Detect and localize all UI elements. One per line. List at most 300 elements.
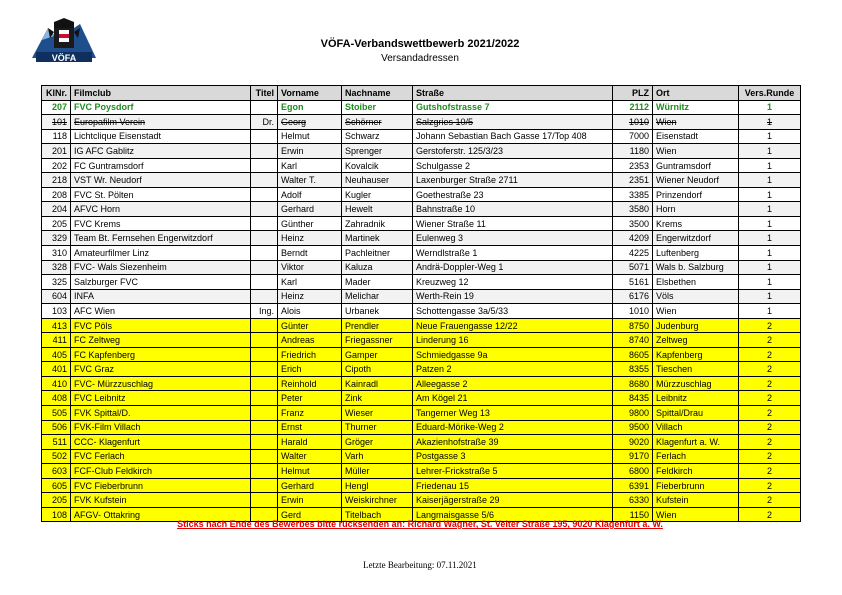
cell-filmclub: FVC Ferlach xyxy=(71,449,251,464)
cell-vorname: Egon xyxy=(278,100,342,115)
cell-ort: Leibnitz xyxy=(653,391,739,406)
col-header-strasse: Straße xyxy=(413,86,613,101)
cell-runde: 1 xyxy=(739,231,801,246)
cell-titel xyxy=(251,478,278,493)
cell-nachname: Müller xyxy=(342,464,413,479)
cell-plz: 1180 xyxy=(613,144,653,159)
cell-plz: 5071 xyxy=(613,260,653,275)
table-row xyxy=(42,100,801,115)
cell-filmclub: FCF-Club Feldkirch xyxy=(71,464,251,479)
cell-vorname: Gerd xyxy=(278,507,342,522)
cell-ort: Krems xyxy=(653,216,739,231)
col-header-titel: Titel xyxy=(251,86,278,101)
cell-ort: Judenburg xyxy=(653,318,739,333)
cell-nachname: Hewelt xyxy=(342,202,413,217)
cell-filmclub: FVK Kufstein xyxy=(71,493,251,508)
col-header-ort: Ort xyxy=(653,86,739,101)
cell-klnr: 201 xyxy=(42,144,71,159)
cell-titel xyxy=(251,435,278,450)
cell-strasse: Lehrer-Frickstraße 5 xyxy=(413,464,613,479)
cell-nachname: Prendler xyxy=(342,318,413,333)
cell-klnr: 207 xyxy=(42,100,71,115)
cell-vorname: Karl xyxy=(278,275,342,290)
table-row xyxy=(42,333,801,348)
cell-nachname: Thurner xyxy=(342,420,413,435)
cell-plz: 3500 xyxy=(613,216,653,231)
cell-strasse: Kreuzweg 12 xyxy=(413,275,613,290)
cell-ort: Wiener Neudorf xyxy=(653,173,739,188)
cell-filmclub: FVK Spittal/D. xyxy=(71,406,251,421)
cell-strasse: Eulenweg 3 xyxy=(413,231,613,246)
cell-plz: 6391 xyxy=(613,478,653,493)
cell-plz: 8680 xyxy=(613,376,653,391)
cell-ort: Tieschen xyxy=(653,362,739,377)
cell-ort: Villach xyxy=(653,420,739,435)
cell-runde: 2 xyxy=(739,435,801,450)
cell-strasse: Patzen 2 xyxy=(413,362,613,377)
logo-text: VÖFA xyxy=(51,53,77,63)
cell-runde: 2 xyxy=(739,376,801,391)
table-row xyxy=(42,435,801,450)
cell-ort: Luftenberg xyxy=(653,246,739,261)
cell-klnr: 108 xyxy=(42,507,71,522)
cell-klnr: 202 xyxy=(42,158,71,173)
cell-runde: 2 xyxy=(739,391,801,406)
col-header-filmclub: Filmclub xyxy=(71,86,251,101)
cell-strasse: Goethestraße 23 xyxy=(413,187,613,202)
cell-strasse: Linderung 16 xyxy=(413,333,613,348)
cell-nachname: Kovalcik xyxy=(342,158,413,173)
cell-strasse: Schmiedgasse 9a xyxy=(413,347,613,362)
cell-filmclub: FVC Fieberbrunn xyxy=(71,478,251,493)
cell-klnr: 101 xyxy=(42,115,71,130)
cell-vorname: Harald xyxy=(278,435,342,450)
address-table xyxy=(41,85,801,522)
col-header-runde: Vers.Runde xyxy=(739,86,801,101)
cell-vorname: Friedrich xyxy=(278,347,342,362)
cell-filmclub: AFGV- Ottakring xyxy=(71,507,251,522)
cell-runde: 1 xyxy=(739,289,801,304)
table-row xyxy=(42,216,801,231)
cell-filmclub: FVC St. Pölten xyxy=(71,187,251,202)
cell-ort: Wien xyxy=(653,115,739,130)
cell-vorname: Walter T. xyxy=(278,173,342,188)
cell-plz: 2351 xyxy=(613,173,653,188)
cell-vorname: Karl xyxy=(278,158,342,173)
cell-ort: Klagenfurt a. W. xyxy=(653,435,739,450)
cell-plz: 1010 xyxy=(613,304,653,319)
voefa-logo xyxy=(30,18,98,64)
cell-vorname: Viktor xyxy=(278,260,342,275)
cell-filmclub: FVK-Film Villach xyxy=(71,420,251,435)
cell-nachname: Martinek xyxy=(342,231,413,246)
cell-nachname: Schwarz xyxy=(342,129,413,144)
col-header-vorname: Vorname xyxy=(278,86,342,101)
cell-titel: Ing. xyxy=(251,304,278,319)
cell-runde: 1 xyxy=(739,275,801,290)
cell-runde: 2 xyxy=(739,464,801,479)
table-row xyxy=(42,449,801,464)
cell-vorname: Peter xyxy=(278,391,342,406)
cell-titel xyxy=(251,275,278,290)
cell-vorname: Günter xyxy=(278,318,342,333)
cell-filmclub: FVC Poysdorf xyxy=(71,100,251,115)
table-row xyxy=(42,464,801,479)
cell-runde: 2 xyxy=(739,333,801,348)
cell-runde: 2 xyxy=(739,406,801,421)
page-subtitle: Versandadressen xyxy=(381,53,459,64)
cell-nachname: Hengl xyxy=(342,478,413,493)
cell-plz: 4225 xyxy=(613,246,653,261)
cell-klnr: 310 xyxy=(42,246,71,261)
cell-strasse: Schulgasse 2 xyxy=(413,158,613,173)
cell-titel xyxy=(251,187,278,202)
cell-klnr: 502 xyxy=(42,449,71,464)
cell-runde: 1 xyxy=(739,129,801,144)
cell-ort: Völs xyxy=(653,289,739,304)
table-header-row xyxy=(42,86,801,101)
cell-klnr: 605 xyxy=(42,478,71,493)
cell-runde: 2 xyxy=(739,347,801,362)
cell-titel xyxy=(251,216,278,231)
table-row xyxy=(42,260,801,275)
cell-klnr: 604 xyxy=(42,289,71,304)
cell-ort: Feldkirch xyxy=(653,464,739,479)
cell-ort: Kufstein xyxy=(653,493,739,508)
cell-strasse: Eduard-Mörike-Weg 2 xyxy=(413,420,613,435)
cell-runde: 1 xyxy=(739,304,801,319)
cell-titel xyxy=(251,464,278,479)
cell-runde: 1 xyxy=(739,158,801,173)
cell-filmclub: FVC Krems xyxy=(71,216,251,231)
cell-nachname: Melichar xyxy=(342,289,413,304)
cell-filmclub: FVC Leibnitz xyxy=(71,391,251,406)
cell-vorname: Georg xyxy=(278,115,342,130)
cell-nachname: Varh xyxy=(342,449,413,464)
cell-titel xyxy=(251,318,278,333)
cell-ort: Zeltweg xyxy=(653,333,739,348)
last-edited: Letzte Bearbeitung: 07.11.2021 xyxy=(363,560,477,570)
table-row xyxy=(42,318,801,333)
cell-klnr: 205 xyxy=(42,216,71,231)
cell-plz: 8605 xyxy=(613,347,653,362)
cell-strasse: Friedenau 15 xyxy=(413,478,613,493)
cell-strasse: Kaiserjägerstraße 29 xyxy=(413,493,613,508)
cell-vorname: Reinhold xyxy=(278,376,342,391)
cell-strasse: Neue Frauengasse 12/22 xyxy=(413,318,613,333)
cell-vorname: Heinz xyxy=(278,231,342,246)
table-row xyxy=(42,202,801,217)
cell-ort: Guntramsdorf xyxy=(653,158,739,173)
table-row xyxy=(42,304,801,319)
table-body xyxy=(42,100,801,522)
cell-vorname: Helmut xyxy=(278,464,342,479)
cell-plz: 3385 xyxy=(613,187,653,202)
cell-titel xyxy=(251,362,278,377)
cell-nachname: Pachleitner xyxy=(342,246,413,261)
cell-nachname: Kugler xyxy=(342,187,413,202)
cell-plz: 6330 xyxy=(613,493,653,508)
cell-strasse: Langmaisgasse 5/6 xyxy=(413,507,613,522)
cell-titel xyxy=(251,376,278,391)
cell-titel xyxy=(251,144,278,159)
cell-runde: 2 xyxy=(739,362,801,377)
cell-plz: 9500 xyxy=(613,420,653,435)
cell-nachname: Kainradl xyxy=(342,376,413,391)
cell-runde: 1 xyxy=(739,115,801,130)
col-header-klnr: KlNr. xyxy=(42,86,71,101)
cell-klnr: 401 xyxy=(42,362,71,377)
cell-runde: 1 xyxy=(739,202,801,217)
cell-filmclub: Salzburger FVC xyxy=(71,275,251,290)
cell-plz: 9800 xyxy=(613,406,653,421)
cell-filmclub: VST Wr. Neudorf xyxy=(71,173,251,188)
cell-vorname: Günther xyxy=(278,216,342,231)
cell-nachname: Neuhauser xyxy=(342,173,413,188)
table-row xyxy=(42,246,801,261)
cell-nachname: Urbanek xyxy=(342,304,413,319)
table-row xyxy=(42,376,801,391)
cell-ort: Wals b. Salzburg xyxy=(653,260,739,275)
cell-vorname: Gerhard xyxy=(278,202,342,217)
cell-titel xyxy=(251,449,278,464)
cell-titel xyxy=(251,260,278,275)
cell-nachname: Weiskirchner xyxy=(342,493,413,508)
cell-nachname: Mader xyxy=(342,275,413,290)
cell-ort: Horn xyxy=(653,202,739,217)
cell-plz: 1150 xyxy=(613,507,653,522)
cell-strasse: Wiener Straße 11 xyxy=(413,216,613,231)
table-row xyxy=(42,347,801,362)
cell-runde: 1 xyxy=(739,144,801,159)
cell-vorname: Erich xyxy=(278,362,342,377)
cell-plz: 9170 xyxy=(613,449,653,464)
cell-klnr: 410 xyxy=(42,376,71,391)
cell-filmclub: AFC Wien xyxy=(71,304,251,319)
cell-filmclub: CCC- Klagenfurt xyxy=(71,435,251,450)
cell-runde: 1 xyxy=(739,100,801,115)
cell-klnr: 204 xyxy=(42,202,71,217)
cell-strasse: Werndlstraße 1 xyxy=(413,246,613,261)
cell-filmclub: INFA xyxy=(71,289,251,304)
cell-titel xyxy=(251,420,278,435)
cell-runde: 1 xyxy=(739,173,801,188)
cell-klnr: 218 xyxy=(42,173,71,188)
cell-titel xyxy=(251,333,278,348)
cell-ort: Ferlach xyxy=(653,449,739,464)
table-row xyxy=(42,158,801,173)
cell-plz: 6800 xyxy=(613,464,653,479)
cell-plz: 7000 xyxy=(613,129,653,144)
cell-filmclub: Team Bt. Fernsehen Engerwitzdorf xyxy=(71,231,251,246)
cell-runde: 2 xyxy=(739,420,801,435)
cell-strasse: Salzgries 10/5 xyxy=(413,115,613,130)
table-row xyxy=(42,420,801,435)
cell-vorname: Franz xyxy=(278,406,342,421)
cell-vorname: Andreas xyxy=(278,333,342,348)
cell-nachname: Cipoth xyxy=(342,362,413,377)
cell-ort: Wien xyxy=(653,304,739,319)
cell-titel xyxy=(251,173,278,188)
cell-klnr: 329 xyxy=(42,231,71,246)
cell-strasse: Alleegasse 2 xyxy=(413,376,613,391)
cell-titel xyxy=(251,202,278,217)
cell-vorname: Adolf xyxy=(278,187,342,202)
cell-ort: Wien xyxy=(653,507,739,522)
cell-titel xyxy=(251,129,278,144)
cell-filmclub: FVC Graz xyxy=(71,362,251,377)
cell-ort: Eisenstadt xyxy=(653,129,739,144)
cell-plz: 8740 xyxy=(613,333,653,348)
cell-titel xyxy=(251,231,278,246)
cell-runde: 1 xyxy=(739,187,801,202)
return-note: Sticks nach Ende des Bewerbes bitte rücksenden an: Richard Wagner, St. Veiter Straße 195, 9020 Klagenfurt a. W. xyxy=(177,519,663,529)
cell-vorname: Berndt xyxy=(278,246,342,261)
cell-filmclub: Amateurfilmer Linz xyxy=(71,246,251,261)
cell-klnr: 325 xyxy=(42,275,71,290)
cell-klnr: 118 xyxy=(42,129,71,144)
cell-nachname: Gröger xyxy=(342,435,413,450)
cell-runde: 2 xyxy=(739,493,801,508)
cell-klnr: 411 xyxy=(42,333,71,348)
cell-plz: 5161 xyxy=(613,275,653,290)
cell-klnr: 103 xyxy=(42,304,71,319)
table-row xyxy=(42,289,801,304)
cell-ort: Wien xyxy=(653,144,739,159)
cell-nachname: Zink xyxy=(342,391,413,406)
cell-klnr: 603 xyxy=(42,464,71,479)
cell-ort: Fieberbrunn xyxy=(653,478,739,493)
logo-graphic xyxy=(30,18,98,64)
table-row xyxy=(42,275,801,290)
cell-klnr: 208 xyxy=(42,187,71,202)
cell-plz: 2353 xyxy=(613,158,653,173)
cell-vorname: Gerhard xyxy=(278,478,342,493)
cell-ort: Prinzendorf xyxy=(653,187,739,202)
cell-titel xyxy=(251,246,278,261)
cell-nachname: Schörner xyxy=(342,115,413,130)
cell-titel xyxy=(251,289,278,304)
table-row xyxy=(42,391,801,406)
cell-nachname: Titelbach xyxy=(342,507,413,522)
cell-strasse: Gerstoferstr. 125/3/23 xyxy=(413,144,613,159)
cell-ort: Engerwitzdorf xyxy=(653,231,739,246)
cell-titel xyxy=(251,347,278,362)
cell-runde: 2 xyxy=(739,507,801,522)
cell-klnr: 408 xyxy=(42,391,71,406)
cell-nachname: Zahradnik xyxy=(342,216,413,231)
cell-filmclub: AFVC Horn xyxy=(71,202,251,217)
table-row xyxy=(42,406,801,421)
cell-vorname: Helmut xyxy=(278,129,342,144)
cell-runde: 1 xyxy=(739,260,801,275)
table-row xyxy=(42,173,801,188)
col-header-nachname: Nachname xyxy=(342,86,413,101)
cell-strasse: Am Kögel 21 xyxy=(413,391,613,406)
cell-ort: Kapfenberg xyxy=(653,347,739,362)
table-row xyxy=(42,144,801,159)
cell-titel: Dr. xyxy=(251,115,278,130)
table-row xyxy=(42,493,801,508)
cell-ort: Spittal/Drau xyxy=(653,406,739,421)
cell-titel xyxy=(251,391,278,406)
cell-vorname: Heinz xyxy=(278,289,342,304)
cell-klnr: 413 xyxy=(42,318,71,333)
table-row xyxy=(42,231,801,246)
cell-titel xyxy=(251,158,278,173)
cell-plz: 8355 xyxy=(613,362,653,377)
cell-plz: 8435 xyxy=(613,391,653,406)
cell-klnr: 328 xyxy=(42,260,71,275)
cell-nachname: Sprenger xyxy=(342,144,413,159)
cell-strasse: Gutshofstrasse 7 xyxy=(413,100,613,115)
cell-strasse: Akazienhofstraße 39 xyxy=(413,435,613,450)
cell-runde: 2 xyxy=(739,478,801,493)
cell-nachname: Gamper xyxy=(342,347,413,362)
cell-klnr: 205 xyxy=(42,493,71,508)
table-row xyxy=(42,129,801,144)
cell-strasse: Werth-Rein 19 xyxy=(413,289,613,304)
table-row xyxy=(42,362,801,377)
cell-plz: 2112 xyxy=(613,100,653,115)
cell-vorname: Erwin xyxy=(278,493,342,508)
cell-filmclub: FC Zeltweg xyxy=(71,333,251,348)
cell-filmclub: FC Kapfenberg xyxy=(71,347,251,362)
cell-nachname: Kaluza xyxy=(342,260,413,275)
cell-filmclub: FC Guntramsdorf xyxy=(71,158,251,173)
cell-runde: 1 xyxy=(739,216,801,231)
cell-nachname: Friegassner xyxy=(342,333,413,348)
cell-filmclub: Europafilm Verein xyxy=(71,115,251,130)
cell-strasse: Johann Sebastian Bach Gasse 17/Top 408 xyxy=(413,129,613,144)
table-row xyxy=(42,478,801,493)
cell-plz: 8750 xyxy=(613,318,653,333)
cell-strasse: Laxenburger Straße 2711 xyxy=(413,173,613,188)
cell-ort: Würnitz xyxy=(653,100,739,115)
cell-filmclub: FVC- Wals Siezenheim xyxy=(71,260,251,275)
cell-strasse: Schottengasse 3a/5/33 xyxy=(413,304,613,319)
cell-ort: Mürzzuschlag xyxy=(653,376,739,391)
table-row xyxy=(42,115,801,130)
cell-plz: 6176 xyxy=(613,289,653,304)
cell-plz: 3580 xyxy=(613,202,653,217)
cell-vorname: Ernst xyxy=(278,420,342,435)
cell-ort: Elsbethen xyxy=(653,275,739,290)
cell-runde: 2 xyxy=(739,449,801,464)
cell-filmclub: FVC Pöls xyxy=(71,318,251,333)
cell-strasse: Andrä-Doppler-Weg 1 xyxy=(413,260,613,275)
cell-runde: 1 xyxy=(739,246,801,261)
cell-plz: 9020 xyxy=(613,435,653,450)
cell-klnr: 506 xyxy=(42,420,71,435)
cell-plz: 1010 xyxy=(613,115,653,130)
cell-filmclub: Lichtclique Eisenstadt xyxy=(71,129,251,144)
cell-strasse: Postgasse 3 xyxy=(413,449,613,464)
cell-nachname: Wieser xyxy=(342,406,413,421)
table-row xyxy=(42,187,801,202)
col-header-plz: PLZ xyxy=(613,86,653,101)
cell-vorname: Alois xyxy=(278,304,342,319)
cell-vorname: Erwin xyxy=(278,144,342,159)
cell-filmclub: FVC- Mürzzuschlag xyxy=(71,376,251,391)
cell-filmclub: IG AFC Gablitz xyxy=(71,144,251,159)
cell-plz: 4209 xyxy=(613,231,653,246)
cell-strasse: Bahnstraße 10 xyxy=(413,202,613,217)
cell-klnr: 405 xyxy=(42,347,71,362)
cell-klnr: 505 xyxy=(42,406,71,421)
cell-klnr: 511 xyxy=(42,435,71,450)
cell-vorname: Walter xyxy=(278,449,342,464)
